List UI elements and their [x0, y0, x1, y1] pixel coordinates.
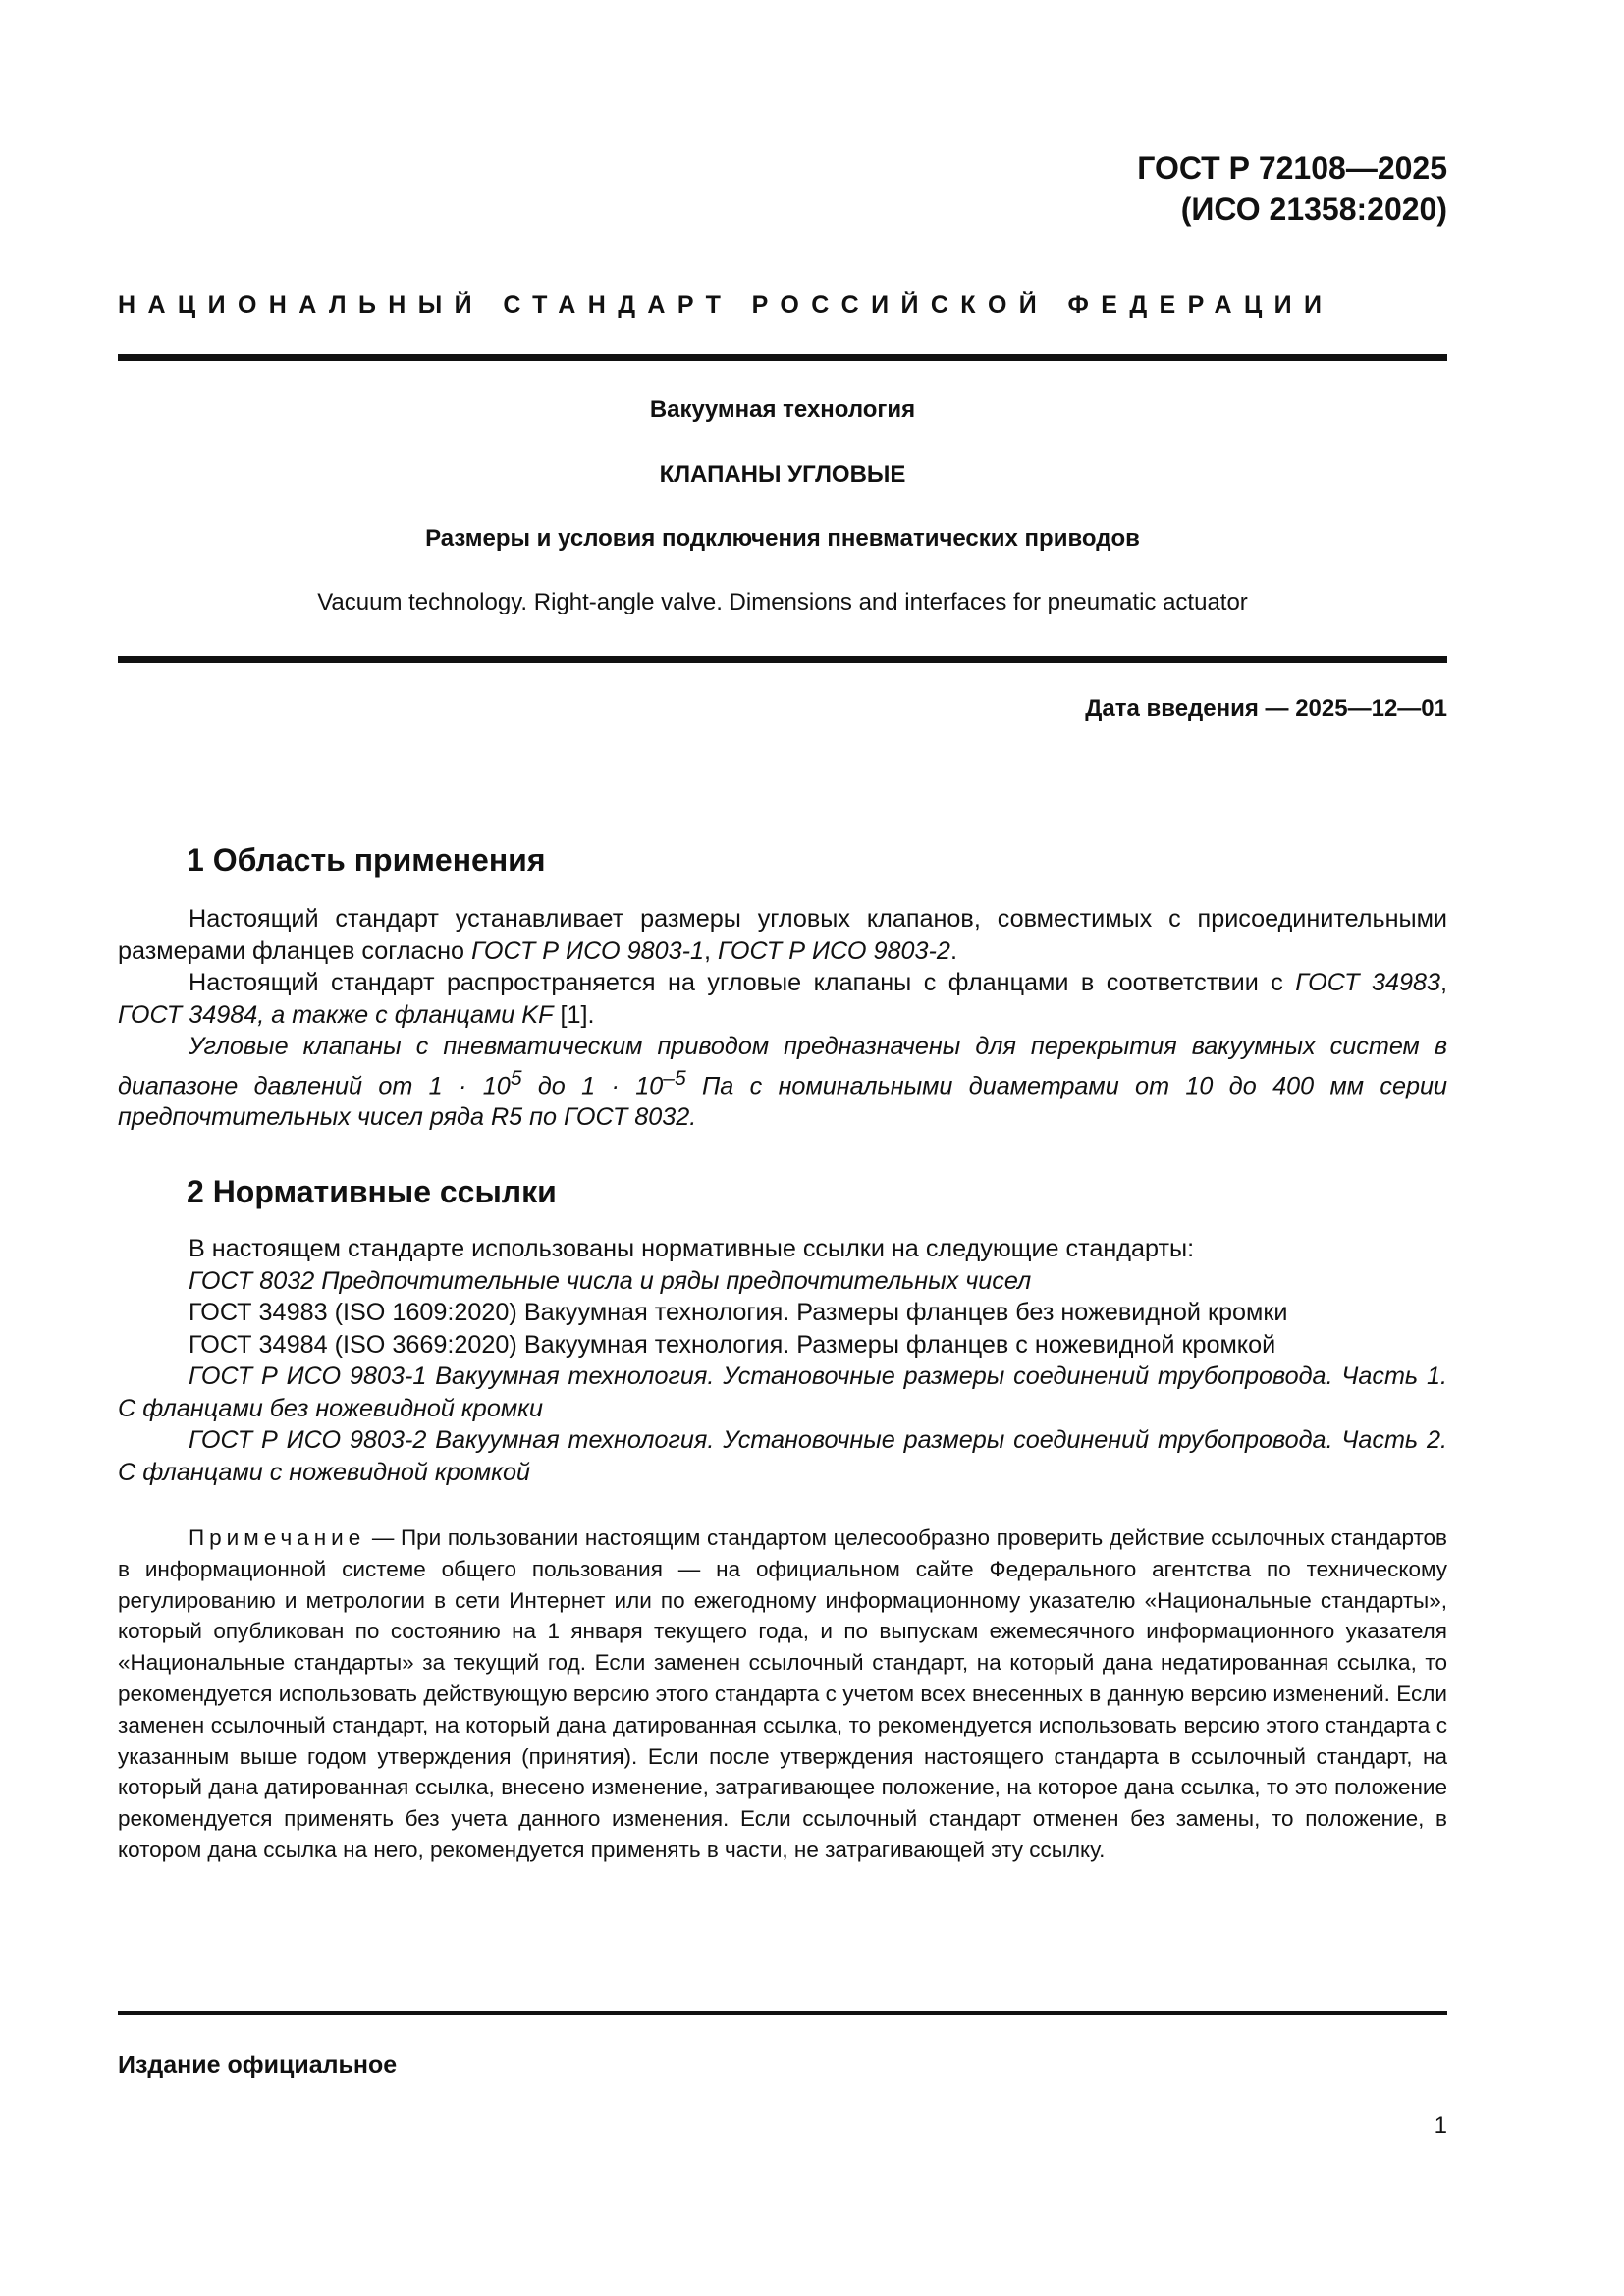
- title-subtitle: Размеры и условия подключения пневматических приводов: [425, 525, 1140, 552]
- iso-reference: (ИСО 21358:2020): [1180, 191, 1447, 227]
- ref-gost-r-iso-9803-2: ГОСТ Р ИСО 9803-2: [718, 936, 950, 965]
- section-2-intro: В настоящем стандарте использованы нормативные ссылки на следующие стандарты:: [189, 1235, 1195, 1262]
- official-edition-label: Издание официальное: [118, 2052, 398, 2079]
- reference-gost-r-iso-9803-2: ГОСТ Р ИСО 9803-2 Вакуумная технология. Установочные размеры соединений трубопровода. Часть 2. С фланцами с ножевидной кромкой: [118, 1426, 1447, 1486]
- section-1-paragraph-3: Угловые клапаны с пневматическим приводом предназначены для перекрытия вакуумных систем в диапазоне давлений от $1 \cdot 10^5$ до $1 \cdot 10^{-5}$ Па с номинальными диаметрами от 10 до 400 мм серии предпочтительных чисел ряда R5 по ГОСТ 8032.: [118, 1033, 1447, 1132]
- ref-gost-34983: ГОСТ 34983: [1295, 969, 1440, 996]
- reference-gost-r-iso-9803-1: ГОСТ Р ИСО 9803-1 Вакуумная технология. Установочные размеры соединений трубопровода. Часть 1. С фланцами без ножевидной кромки: [118, 1362, 1447, 1422]
- ref-gost-34984: ГОСТ 34984, а также с фланцами KF: [118, 1000, 554, 1029]
- title-english: Vacuum technology. Right-angle valve. Dimensions and interfaces for pneumatic actuator: [317, 589, 1248, 615]
- header-rule-top: [118, 354, 1447, 361]
- section-1-paragraph-1: Настоящий стандарт устанавливает размеры угловых клапанов, совместимых с присоединительными размерами фланцев согласно ГОСТ Р ИСО 9803-1, ГОСТ Р ИСО 9803-2.: [118, 905, 1447, 965]
- national-standard-banner: НАЦИОНАЛЬНЫЙ СТАНДАРТ РОССИЙСКОЙ ФЕДЕРАЦИИ: [118, 292, 1334, 319]
- doc-number: ГОСТ Р 72108—2025: [1137, 150, 1447, 186]
- title-main: КЛАПАНЫ УГЛОВЫЕ: [659, 461, 906, 488]
- reference-gost-34983: ГОСТ 34983 (ISO 1609:2020) Вакуумная технология. Размеры фланцев без ножевидной кромки: [189, 1299, 1288, 1326]
- section-1-paragraph-2: Настоящий стандарт распространяется на угловые клапаны с фланцами в соответствии с ГОСТ 34983, ГОСТ 34984, а также с фланцами KF [1].: [118, 969, 1447, 1029]
- footer-rule: [118, 2011, 1447, 2015]
- page-number: 1: [1434, 2112, 1447, 2139]
- ref-gost-r-iso-9803-1: ГОСТ Р ИСО 9803-1: [471, 936, 704, 965]
- note-text: — При пользовании настоящим стандартом целесообразно проверить действие ссылочных стандартов в информационной системе общего пользования — на официальном сайте Федерального агентства по техническому регулированию и метрологии в сети Интернет или по ежегодному информационному указателю «Национальные стандарты», который опубликован по состоянию на 1 января текущего года, и по выпускам ежемесячного информационного указателя «Национальные стандарты» за текущий год. Если заменен ссылочный стандарт, на который дана недатированная ссылка, то рекомендуется использовать действующую версию этого стандарта с учетом всех внесенных в данную версию изменений. Если заменен ссылочный стандарт, на который дана датированная ссылка, то рекомендуется использовать версию этого стандарта с указанным выше годом утверждения (принятия). Если после утверждения настоящего стандарта в ссылочный стандарт, на который дана датированная ссылка, внесено изменение, затрагивающее положение, на которое дана ссылка, то это положение рекомендуется применять без учета данного изменения. Если ссылочный стандарт отменен без замены, то положение, в котором дана ссылка на него, рекомендуется применять в части, не затрагивающей эту ссылку.: [118, 1525, 1447, 1862]
- section-2-body: [118, 1233, 1447, 1488]
- document-id-block: [1137, 147, 1447, 230]
- section-2-note: [118, 1522, 1447, 1866]
- section-1-title: 1 Область применения: [187, 842, 546, 878]
- reference-gost-8032: ГОСТ 8032 Предпочтительные числа и ряды предпочтительных чисел: [189, 1266, 1032, 1295]
- reference-gost-34984: ГОСТ 34984 (ISO 3669:2020) Вакуумная технология. Размеры фланцев с ножевидной кромкой: [189, 1330, 1276, 1359]
- note-label: Примечание: [189, 1525, 366, 1550]
- section-2-title: 2 Нормативные ссылки: [187, 1174, 557, 1209]
- introduction-date: Дата введения — 2025—12—01: [1085, 695, 1447, 721]
- section-1-body: [118, 903, 1447, 1134]
- header-rule-bottom: [118, 656, 1447, 663]
- title-subject: Вакуумная технология: [649, 397, 916, 423]
